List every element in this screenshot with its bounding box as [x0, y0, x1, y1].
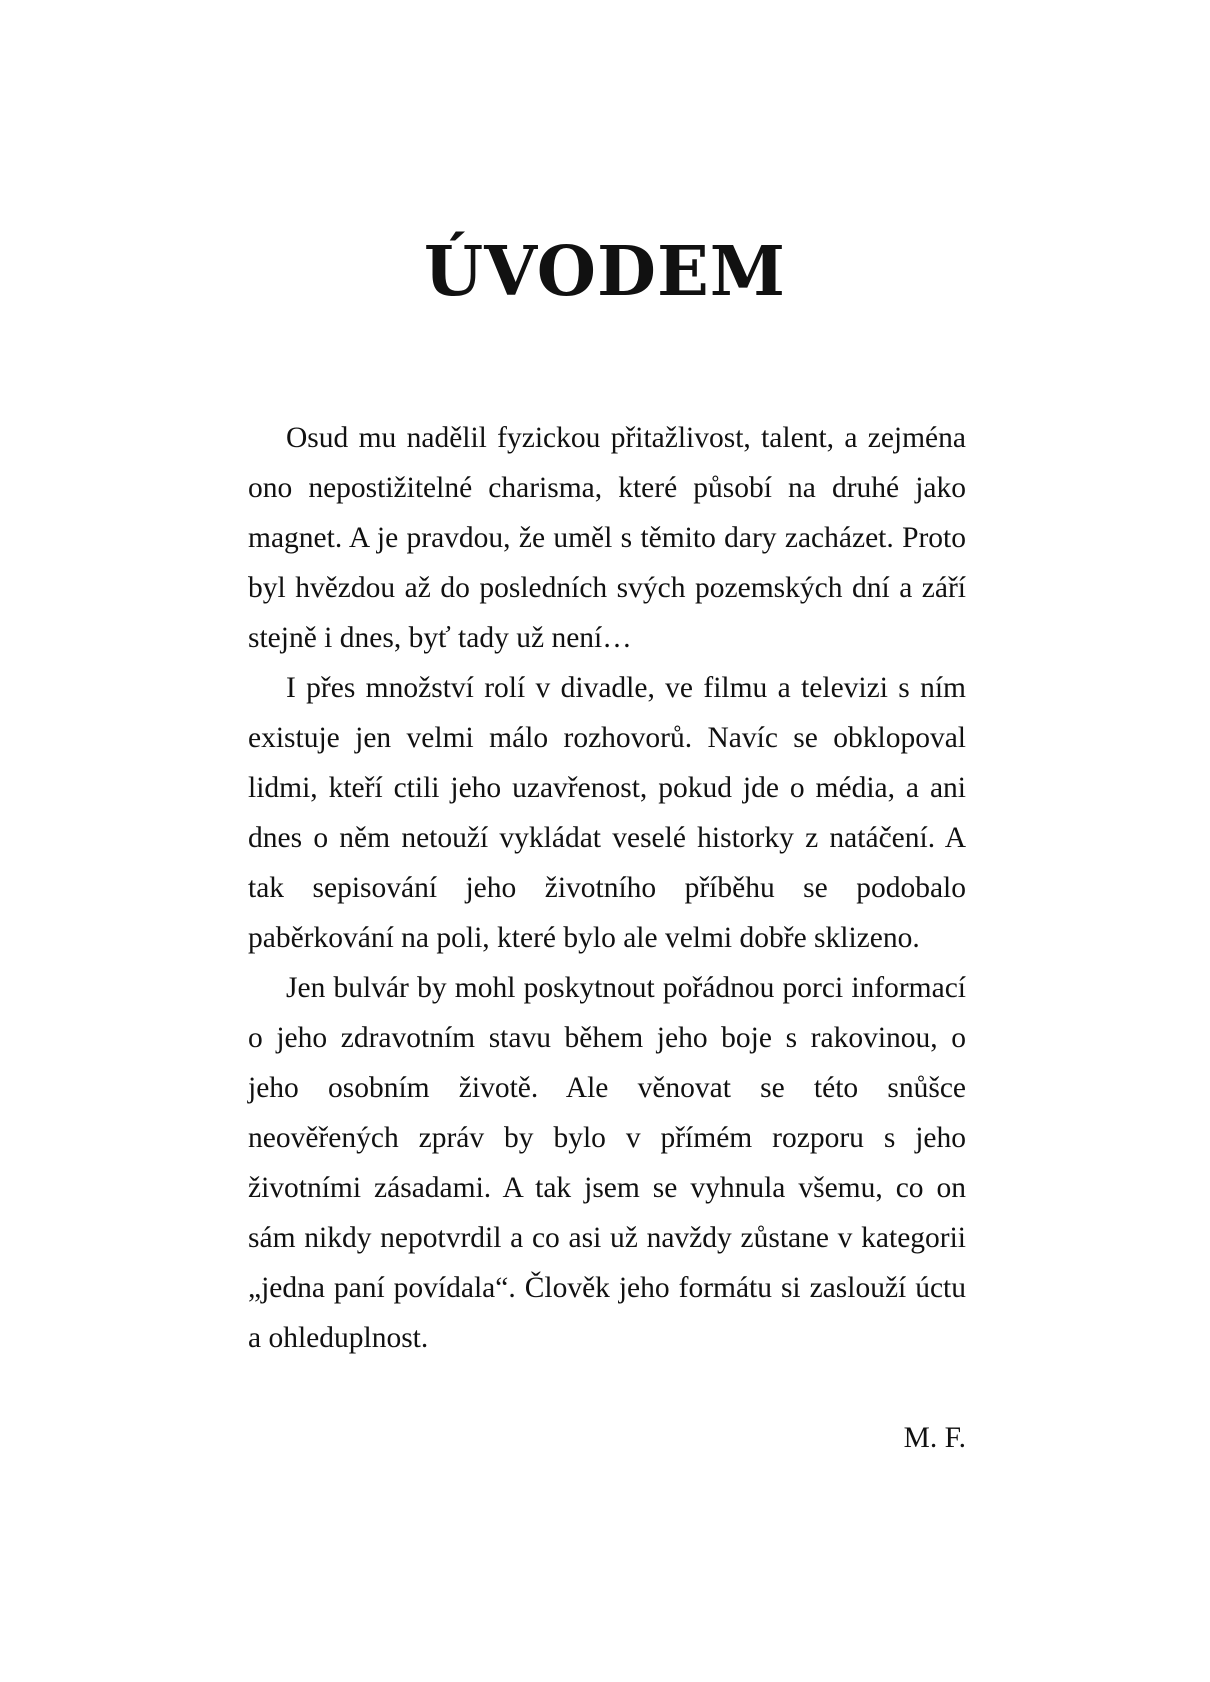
paragraph-3: Jen bulvár by mohl poskytnout pořádnou porci informací o jeho zdravotním stavu během jeho boje s rakovinou, o jeho osobním životě. Ale věnovat se této snůšce neověřených zpráv by bylo v přímém rozporu s jeho životními zásadami. A tak jsem se vyhnula všemu, co on sám nikdy nepotvrdil a co asi už navždy zůstane v kategorii „jedna paní povídala“. Člověk jeho formátu si zaslouží úctu a ohleduplnost. — [248, 972, 966, 1354]
chapter-title: ÚVODEM — [423, 232, 787, 312]
paragraph-2: I přes množství rolí v divadle, ve filmu a televizi s ním existuje jen velmi málo rozhovorů. Navíc se obklopoval lidmi, kteří ctili jeho uzavřenost, pokud jde o média, a ani dnes o něm netouží vykládat veselé historky z natáčení. A tak sepisování jeho životního příběhu se podobalo paběrkování na poli, které bylo ale velmi dobře sklizeno. — [248, 672, 966, 954]
author-signature: M. F. — [903, 1422, 966, 1454]
paragraph-1: Osud mu nadělil fyzickou přitažlivost, talent, a zejména ono nepostižitelné charisma, které působí na druhé jako magnet. A je pravdou, že uměl s těmito dary zacházet. Proto byl hvězdou až do posledních svých pozemských dní a září stejně i dnes, byť tady už není… — [248, 422, 966, 654]
chapter-body — [248, 413, 966, 1363]
